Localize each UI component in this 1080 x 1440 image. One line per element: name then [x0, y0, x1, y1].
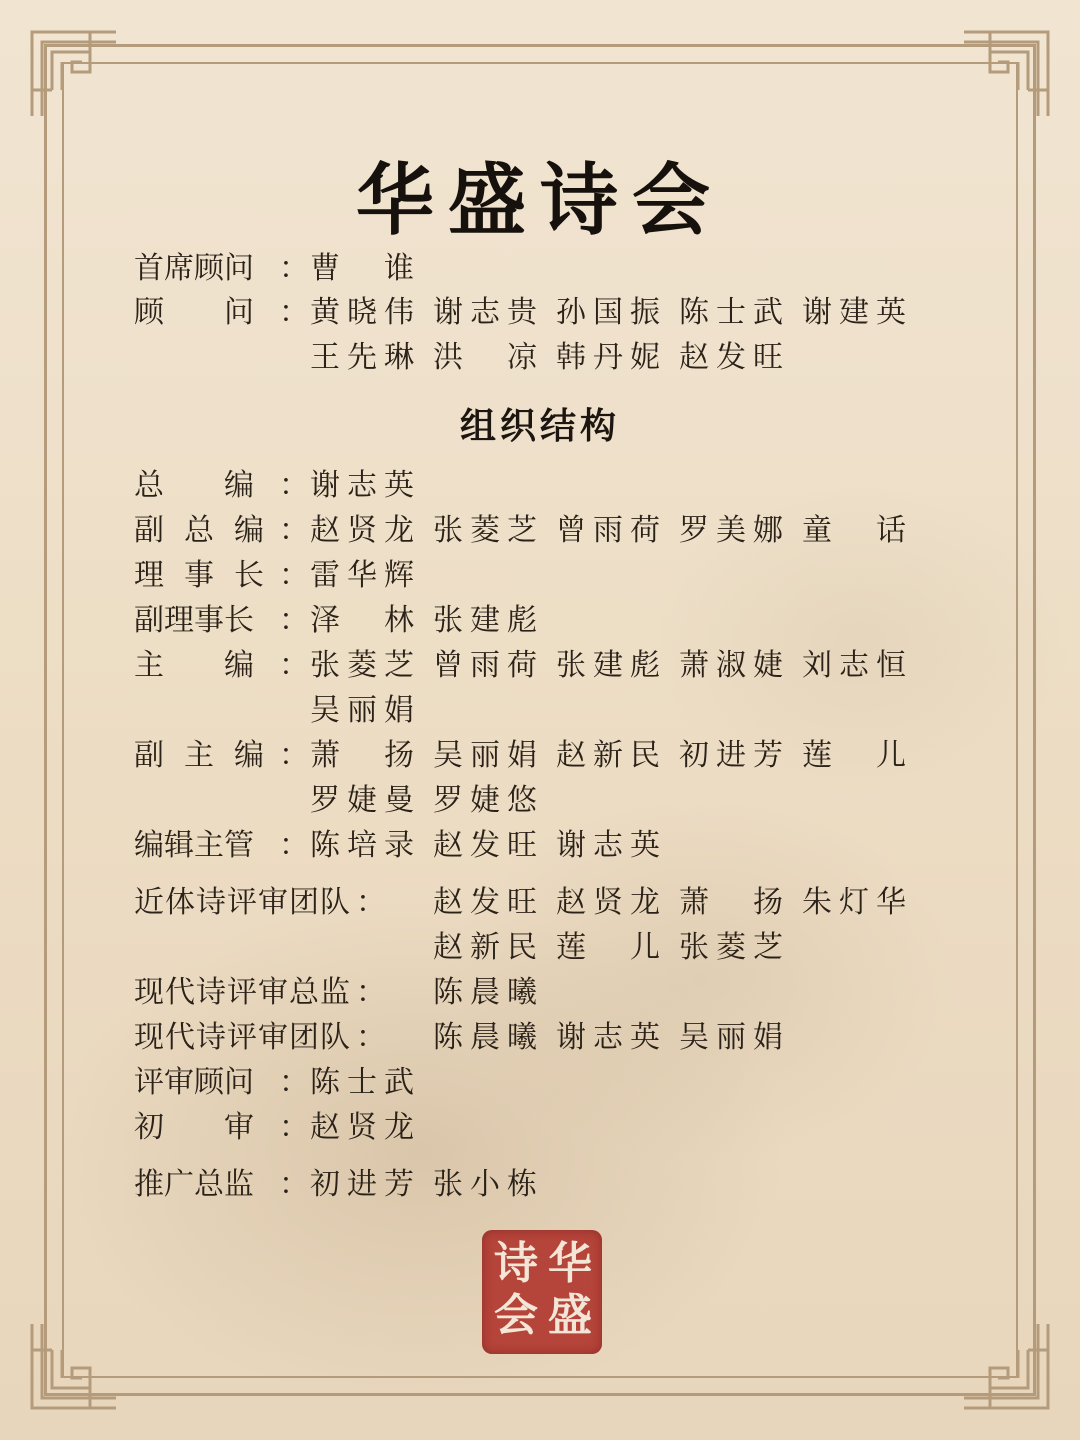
colon: ： — [356, 1020, 386, 1055]
row-label: 编辑主管 — [134, 828, 254, 863]
name-cell: 萧 扬 — [310, 738, 414, 773]
name-cell: 朱 灯 华 — [802, 885, 906, 920]
name-cell: 韩 丹 妮 — [556, 340, 660, 375]
seal-char: 诗 — [494, 1238, 538, 1289]
red-seal-stamp — [482, 1230, 602, 1354]
name-cell: 曾 雨 荷 — [556, 513, 660, 548]
colon: ： — [279, 251, 309, 286]
name-cell: 赵 新 民 — [556, 738, 660, 773]
row-label: 总 编 — [134, 468, 254, 503]
colon: ： — [279, 468, 309, 503]
section-title: 组织结构 — [459, 405, 620, 447]
name-cell: 赵 发 旺 — [433, 885, 537, 920]
row-label: 副理事长 — [134, 603, 254, 638]
name-cell: 陈 晨 曦 — [433, 975, 537, 1010]
name-cell: 谢 志 英 — [556, 1020, 660, 1055]
name-cell: 莲 儿 — [802, 738, 906, 773]
colon: ： — [279, 603, 309, 638]
colon: ： — [279, 828, 309, 863]
name-cell — [310, 246, 414, 292]
fret-corner-ornament — [28, 1320, 120, 1412]
name-char: 曹 — [310, 251, 340, 286]
row-label: 近体诗评审团队 — [134, 885, 351, 920]
colon: ： — [279, 1065, 309, 1100]
name-cell: 吴 丽 娟 — [679, 1020, 783, 1055]
name-cell: 吴 丽 娟 — [310, 693, 414, 728]
fret-corner-ornament — [28, 28, 120, 120]
colon: ： — [356, 885, 386, 920]
name-cell: 谢 志 英 — [310, 468, 414, 503]
name-cell: 罗 婕 悠 — [433, 783, 537, 818]
name-cell: 罗 婕 曼 — [310, 783, 414, 818]
colon: ： — [279, 1167, 309, 1202]
name-cell: 张 小 栋 — [433, 1167, 537, 1202]
name-cell: 初 进 芳 — [310, 1167, 414, 1202]
fret-corner-ornament — [960, 1320, 1052, 1412]
name-cell: 王 先 琳 — [310, 340, 414, 375]
row-label: 评审顾问 — [134, 1065, 254, 1100]
seal-char: 会 — [494, 1290, 538, 1341]
name-cell: 黄 晓 伟 — [310, 295, 414, 330]
name-cell: 洪 凉 — [433, 340, 537, 375]
name-cell: 张 菱 芝 — [679, 930, 783, 965]
name-cell: 罗 美 娜 — [679, 513, 783, 548]
row-label: 副总编 — [134, 513, 284, 548]
row-label: 主 编 — [134, 648, 254, 683]
row-label: 现代诗评审团队 — [134, 1020, 351, 1055]
name-cell: 初 进 芳 — [679, 738, 783, 773]
row-label: 首席顾问 — [134, 251, 254, 286]
name-cell: 吴 丽 娟 — [433, 738, 537, 773]
name-char: 谁 — [384, 251, 414, 286]
name-cell: 赵 发 旺 — [679, 340, 783, 375]
seal-char: 华 — [548, 1238, 592, 1289]
name-cell: 刘 志 恒 — [802, 648, 906, 683]
colon: ： — [279, 513, 309, 548]
name-cell: 谢 志 英 — [556, 828, 660, 863]
row-label: 初 审 — [134, 1110, 254, 1145]
name-cell: 赵 新 民 — [433, 930, 537, 965]
colon: ： — [279, 1110, 309, 1145]
name-cell: 张 建 彪 — [556, 648, 660, 683]
seal-char: 盛 — [548, 1290, 592, 1341]
name-cell: 谢 建 英 — [802, 295, 906, 330]
fret-corner-ornament — [960, 28, 1052, 120]
name-cell: 陈 晨 曦 — [433, 1020, 537, 1055]
name-cell: 赵 贤 龙 — [310, 513, 414, 548]
page-title: 华盛诗会 — [355, 155, 724, 246]
name-cell: 萧 扬 — [679, 885, 783, 920]
name-cell: 孙 国 振 — [556, 295, 660, 330]
name-cell: 赵 贤 龙 — [556, 885, 660, 920]
name-cell: 赵 发 旺 — [433, 828, 537, 863]
colon: ： — [279, 295, 309, 330]
name-cell: 萧 淑 婕 — [679, 648, 783, 683]
name-cell: 张 菱 芝 — [433, 513, 537, 548]
row-label: 副主编 — [134, 738, 284, 773]
colon: ： — [279, 738, 309, 773]
row-label: 理事长 — [134, 558, 284, 593]
name-cell: 陈 士 武 — [679, 295, 783, 330]
colon: ： — [279, 648, 309, 683]
name-cell: 莲 儿 — [556, 930, 660, 965]
name-cell: 雷 华 辉 — [310, 558, 414, 593]
name-cell: 曾 雨 荷 — [433, 648, 537, 683]
name-cell: 童 话 — [802, 513, 906, 548]
name-cell: 赵 贤 龙 — [310, 1110, 414, 1145]
colon: ： — [356, 975, 386, 1010]
name-cell: 张 菱 芝 — [310, 648, 414, 683]
name-cell: 谢 志 贵 — [433, 295, 537, 330]
name-cell: 泽 林 — [310, 603, 414, 638]
row-label: 推广总监 — [134, 1167, 254, 1202]
row-label: 现代诗评审总监 — [134, 975, 351, 1010]
name-cell: 陈 培 录 — [310, 828, 414, 863]
colon: ： — [279, 558, 309, 593]
name-cell: 陈 士 武 — [310, 1065, 414, 1100]
row-label: 顾 问 — [134, 295, 254, 330]
name-cell: 张 建 彪 — [433, 603, 537, 638]
